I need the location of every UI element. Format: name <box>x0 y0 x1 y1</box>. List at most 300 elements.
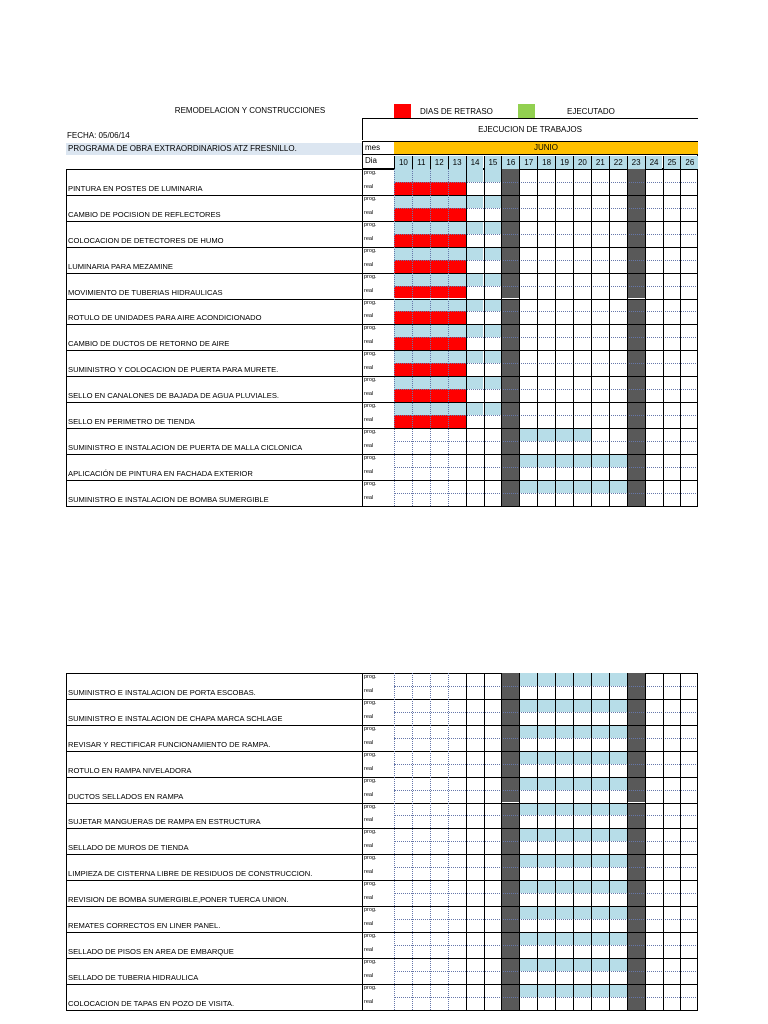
delay-cell <box>394 415 412 428</box>
task-name: SELLO EN PERIMETRO DE TIENDA <box>68 417 195 426</box>
prog-cell <box>591 906 609 919</box>
half-row-line <box>394 208 698 209</box>
half-row-line <box>394 841 698 842</box>
prog-cell <box>573 454 591 467</box>
prog-cell <box>555 428 573 441</box>
delay-cell <box>394 182 412 195</box>
prog-cell <box>537 803 555 816</box>
prog-label: prog. <box>364 325 377 332</box>
delay-cell <box>448 363 466 376</box>
prog-label: prog. <box>364 480 377 487</box>
prog-cell <box>394 324 412 337</box>
prog-cell <box>573 777 591 790</box>
prog-cell <box>591 480 609 493</box>
prog-cell <box>466 247 484 260</box>
prog-cell <box>412 402 430 415</box>
prog-cell <box>394 221 412 234</box>
day-column-line <box>573 673 574 1010</box>
delay-cell <box>448 415 466 428</box>
half-row-line <box>394 286 698 287</box>
prog-label: prog. <box>364 377 377 384</box>
prog-cell <box>609 880 627 893</box>
delay-cell <box>430 415 448 428</box>
legend-executed-swatch <box>518 104 535 119</box>
prog-label: prog. <box>364 170 377 176</box>
prog-cell <box>484 195 502 208</box>
delay-cell <box>430 311 448 324</box>
day-column-line <box>555 673 556 1010</box>
program-title: PROGRAMA DE OBRA EXTRAORDINARIOS ATZ FRESNILLO. <box>66 143 362 155</box>
half-row-line <box>394 389 698 390</box>
row-separator <box>66 958 698 959</box>
task-name: SELLADO DE TUBERIA HIDRAULICA <box>68 972 199 982</box>
legend-delay-label: DIAS DE RETRASO <box>420 107 493 116</box>
delay-cell <box>430 182 448 195</box>
half-row-line <box>394 919 698 920</box>
row-separator <box>66 828 698 829</box>
prog-label: prog. <box>364 429 377 435</box>
day-column-line <box>627 673 628 1010</box>
task-name: PINTURA EN POSTES DE LUMINARIA <box>68 183 203 193</box>
prog-cell <box>537 932 555 945</box>
task-name: SELLADO DE MUROS DE TIENDA <box>68 843 189 853</box>
row-separator <box>66 751 698 752</box>
prog-cell <box>591 803 609 816</box>
half-row-line <box>394 893 698 894</box>
prog-cell <box>466 273 484 286</box>
prog-cell <box>519 880 537 893</box>
prog-label: prog. <box>364 881 377 888</box>
prog-cell <box>555 480 573 493</box>
real-label: real <box>364 365 374 372</box>
prog-cell <box>430 299 448 312</box>
delay-cell <box>412 208 430 221</box>
prog-cell <box>537 428 555 441</box>
prog-cell <box>591 828 609 841</box>
legend-delay-swatch <box>394 104 411 119</box>
real-label: real <box>364 494 374 501</box>
delay-cell <box>412 415 430 428</box>
prog-label: prog. <box>364 403 377 410</box>
prog-cell <box>430 169 448 182</box>
prog-cell <box>448 402 466 415</box>
prog-cell <box>448 376 466 389</box>
prog-cell <box>394 376 412 389</box>
prog-cell <box>519 958 537 971</box>
half-row-line <box>394 467 698 468</box>
row-separator <box>66 984 698 985</box>
prog-cell <box>394 247 412 260</box>
real-label: real <box>364 791 374 798</box>
half-row-line <box>394 182 698 183</box>
prog-cell <box>537 673 555 686</box>
real-label: real <box>364 287 374 294</box>
half-row-line <box>394 311 698 312</box>
day-column-line <box>484 169 485 506</box>
prog-cell <box>537 454 555 467</box>
prog-cell <box>430 402 448 415</box>
prog-cell <box>573 803 591 816</box>
prog-cell <box>573 984 591 997</box>
task-name: REVISION DE BOMBA SUMERGIBLE,PONER TUERCA UNION. <box>68 895 289 905</box>
task-name: ROTULO EN RAMPA NIVELADORA <box>68 765 192 775</box>
prog-cell <box>484 247 502 260</box>
prog-cell <box>430 324 448 337</box>
day-column-line <box>448 169 449 506</box>
prog-label: prog. <box>364 829 377 836</box>
prog-cell <box>519 699 537 712</box>
prog-cell <box>412 376 430 389</box>
prog-cell <box>484 350 502 363</box>
real-label: real <box>364 817 374 824</box>
day-header-25: 25 <box>663 156 681 169</box>
delay-cell <box>412 311 430 324</box>
prog-cell <box>609 480 627 493</box>
prog-cell <box>609 777 627 790</box>
prog-cell <box>537 828 555 841</box>
prog-cell <box>609 725 627 738</box>
prog-cell <box>519 854 537 867</box>
day-column-line <box>591 169 592 506</box>
task-name: DUCTOS SELLADOS EN RAMPA <box>68 791 184 801</box>
day-column-line <box>501 169 502 506</box>
task-name: SELLADO DE PISOS EN AREA DE EMBARQUE <box>68 946 234 956</box>
prog-label: prog. <box>364 725 377 732</box>
prog-cell <box>573 958 591 971</box>
row-separator <box>66 221 698 222</box>
date-label: FECHA: 05/06/14 <box>67 131 130 140</box>
prog-cell <box>537 751 555 764</box>
half-row-line <box>394 738 698 739</box>
prog-cell <box>573 751 591 764</box>
prog-cell <box>394 169 412 182</box>
prog-label: prog. <box>364 907 377 914</box>
prog-cell <box>448 324 466 337</box>
day-column-line <box>609 169 610 506</box>
day-column-line <box>412 169 413 506</box>
prog-label: prog. <box>364 933 377 939</box>
real-label: real <box>364 972 374 979</box>
prog-cell <box>537 854 555 867</box>
prog-label: prog. <box>364 984 377 991</box>
delay-cell <box>448 337 466 350</box>
day-header-20: 20 <box>573 156 591 169</box>
delay-cell <box>430 234 448 247</box>
prog-cell <box>412 350 430 363</box>
task-name: CAMBIO DE DUCTOS DE RETORNO DE AIRE <box>68 339 230 349</box>
prog-cell <box>466 299 484 312</box>
prog-cell <box>555 854 573 867</box>
prog-cell <box>448 247 466 260</box>
delay-cell <box>412 260 430 273</box>
prog-cell <box>466 350 484 363</box>
prog-cell <box>591 958 609 971</box>
prog-cell <box>430 350 448 363</box>
real-label: real <box>364 843 374 850</box>
task-name: MOVIMIENTO DE TUBERIAS HIDRAULICAS <box>68 287 223 297</box>
prog-cell <box>519 906 537 919</box>
day-column-line <box>591 673 592 1010</box>
day-column-line <box>430 169 431 506</box>
task-name: SUMINISTRO E INSTALACION DE BOMBA SUMERGIBLE <box>68 494 269 504</box>
prog-cell <box>466 169 484 182</box>
row-separator <box>66 906 698 907</box>
prog-label: prog. <box>364 674 377 680</box>
row-separator <box>66 803 698 804</box>
day-column-line <box>645 673 646 1010</box>
prog-cell <box>394 195 412 208</box>
day-header-10: 10 <box>394 156 412 169</box>
prog-label: prog. <box>364 777 377 784</box>
day-column-line <box>573 169 574 506</box>
half-row-line <box>394 337 698 338</box>
day-column-line <box>466 169 467 506</box>
prog-cell <box>394 273 412 286</box>
prog-cell <box>412 299 430 312</box>
half-row-line <box>394 415 698 416</box>
day-header-22: 22 <box>609 156 627 169</box>
row-separator <box>66 480 698 481</box>
prog-cell <box>519 984 537 997</box>
half-row-line <box>394 790 698 791</box>
prog-cell <box>484 221 502 234</box>
row-separator <box>66 725 698 726</box>
delay-cell <box>412 182 430 195</box>
prog-cell <box>573 673 591 686</box>
half-row-line <box>394 945 698 946</box>
half-row-line <box>394 815 698 816</box>
real-label: real <box>364 713 374 720</box>
row-separator <box>66 699 698 700</box>
day-column-line <box>663 169 664 506</box>
prog-cell <box>448 195 466 208</box>
real-label: real <box>364 235 374 242</box>
delay-cell <box>394 363 412 376</box>
prog-cell <box>555 932 573 945</box>
day-header-12: 12 <box>430 156 448 169</box>
real-label: real <box>364 339 374 346</box>
real-label: real <box>364 391 374 398</box>
prog-label: prog. <box>364 699 377 706</box>
half-row-line <box>394 867 698 868</box>
task-name: SELLO EN CANALONES DE BAJADA DE AGUA PLUVIALES. <box>68 391 280 401</box>
row-separator <box>66 428 698 429</box>
prog-cell <box>591 854 609 867</box>
prog-label: prog. <box>364 195 377 202</box>
row-separator <box>66 777 698 778</box>
task-name: COLOCACION DE DETECTORES DE HUMO <box>68 235 224 245</box>
real-label: real <box>364 468 374 475</box>
half-row-line <box>394 764 698 765</box>
day-column-line <box>484 673 485 1010</box>
day-header-26: 26 <box>680 156 698 169</box>
prog-cell <box>519 428 537 441</box>
half-row-line <box>394 971 698 972</box>
half-row-line <box>394 712 698 713</box>
prog-label: prog. <box>364 855 377 862</box>
prog-cell <box>609 454 627 467</box>
delay-cell <box>412 389 430 402</box>
delay-cell <box>412 234 430 247</box>
row-separator <box>66 880 698 881</box>
delay-cell <box>412 286 430 299</box>
prog-cell <box>555 699 573 712</box>
prog-cell <box>484 402 502 415</box>
row-separator <box>66 854 698 855</box>
prog-label: prog. <box>364 958 377 965</box>
real-label: real <box>364 313 374 320</box>
prog-cell <box>537 480 555 493</box>
day-header-18: 18 <box>537 156 555 169</box>
day-column-line <box>537 673 538 1010</box>
prog-cell <box>466 221 484 234</box>
day-column-line <box>430 673 431 1010</box>
prog-cell <box>555 828 573 841</box>
prog-cell <box>537 699 555 712</box>
day-column-line <box>519 673 520 1010</box>
prog-cell <box>537 906 555 919</box>
prog-cell <box>537 984 555 997</box>
prog-cell <box>573 932 591 945</box>
delay-cell <box>412 337 430 350</box>
prog-cell <box>591 454 609 467</box>
prog-cell <box>412 324 430 337</box>
prog-cell <box>484 169 502 182</box>
row-separator <box>66 376 698 377</box>
real-label: real <box>364 261 374 268</box>
prog-cell <box>448 169 466 182</box>
prog-cell <box>466 324 484 337</box>
day-column-line <box>519 169 520 506</box>
delay-cell <box>430 337 448 350</box>
prog-cell <box>555 454 573 467</box>
prog-cell <box>412 273 430 286</box>
prog-cell <box>555 673 573 686</box>
delay-cell <box>394 234 412 247</box>
prog-cell <box>412 221 430 234</box>
real-label: real <box>364 183 374 190</box>
day-column-line <box>663 673 664 1010</box>
day-column-line <box>680 673 681 1010</box>
day-column-line <box>501 673 502 1010</box>
prog-cell <box>555 984 573 997</box>
day-row-label: Dia <box>365 156 378 165</box>
prog-label: prog. <box>364 299 377 306</box>
prog-label: prog. <box>364 803 377 810</box>
day-header-15: 15 <box>484 156 502 169</box>
task-name: SUMINISTRO E INSTALACION DE CHAPA MARCA SCHLAGE <box>68 713 283 723</box>
day-header-11: 11 <box>412 156 430 169</box>
prog-cell <box>412 247 430 260</box>
task-name: SUJETAR MANGUERAS DE RAMPA EN ESTRUCTURA <box>68 817 261 827</box>
prog-cell <box>519 777 537 790</box>
prog-cell <box>412 195 430 208</box>
delay-cell <box>430 389 448 402</box>
half-row-line <box>394 441 698 442</box>
prog-cell <box>466 402 484 415</box>
prog-cell <box>555 958 573 971</box>
prog-cell <box>484 273 502 286</box>
delay-cell <box>448 208 466 221</box>
real-label: real <box>364 442 374 449</box>
real-label: real <box>364 765 374 772</box>
day-header-24: 24 <box>645 156 663 169</box>
real-label: real <box>364 895 374 902</box>
day-header-23: 23 <box>627 156 645 169</box>
delay-cell <box>448 311 466 324</box>
prog-cell <box>573 906 591 919</box>
row-separator <box>66 299 698 300</box>
sheet-title: REMODELACION Y CONSTRUCCIONES <box>174 106 326 115</box>
delay-cell <box>412 363 430 376</box>
row-separator <box>66 273 698 274</box>
prog-cell <box>591 984 609 997</box>
prog-cell <box>591 699 609 712</box>
day-column-line <box>609 673 610 1010</box>
prog-cell <box>430 195 448 208</box>
half-row-line <box>394 686 698 687</box>
delay-cell <box>394 260 412 273</box>
delay-cell <box>430 208 448 221</box>
prog-cell <box>430 247 448 260</box>
task-name: REVISAR Y RECTIFICAR FUNCIONAMIENTO DE RAMPA. <box>68 739 271 749</box>
row-separator <box>66 195 698 196</box>
prog-cell <box>591 751 609 764</box>
task-column-frame <box>66 169 363 507</box>
prog-cell <box>537 958 555 971</box>
task-name: CAMBIO DE POCISION DE REFLECTORES <box>68 209 221 219</box>
prog-cell <box>555 880 573 893</box>
prog-cell <box>519 454 537 467</box>
prog-cell <box>466 376 484 389</box>
half-row-line <box>394 363 698 364</box>
prog-cell <box>448 299 466 312</box>
prog-cell <box>430 221 448 234</box>
delay-cell <box>430 286 448 299</box>
task-name: LIMPIEZA DE CISTERNA LIBRE DE RESIDUOS DE CONSTRUCCION. <box>68 869 313 879</box>
prog-label: prog. <box>364 273 377 280</box>
row-separator <box>66 324 698 325</box>
day-column-line <box>394 673 395 1010</box>
prog-cell <box>519 673 537 686</box>
task-name: SUMINISTRO E INSTALACION DE PORTA ESCOBAS. <box>68 687 256 697</box>
real-label: real <box>364 739 374 746</box>
real-label: real <box>364 869 374 876</box>
half-row-line <box>394 997 698 998</box>
prog-cell <box>430 376 448 389</box>
task-name: SUMINISTRO Y COLOCACION DE PUERTA PARA MURETE. <box>68 365 279 375</box>
prog-cell <box>609 984 627 997</box>
prog-cell <box>412 169 430 182</box>
prog-cell <box>573 699 591 712</box>
day-header-17: 17 <box>519 156 537 169</box>
prog-cell <box>555 751 573 764</box>
prog-cell <box>448 221 466 234</box>
prog-cell <box>537 725 555 738</box>
prog-cell <box>519 725 537 738</box>
prog-cell <box>448 273 466 286</box>
prog-cell <box>573 880 591 893</box>
grid-right-line <box>697 169 698 506</box>
day-column-line <box>466 673 467 1010</box>
delay-cell <box>394 208 412 221</box>
task-name: REMATES CORRECTOS EN LINER PANEL. <box>68 921 221 930</box>
real-label: real <box>364 417 374 424</box>
task-name: COLOCACION DE TAPAS EN POZO DE VISITA. <box>68 998 235 1008</box>
day-column-line <box>555 169 556 506</box>
prog-cell <box>573 854 591 867</box>
prog-cell <box>519 803 537 816</box>
